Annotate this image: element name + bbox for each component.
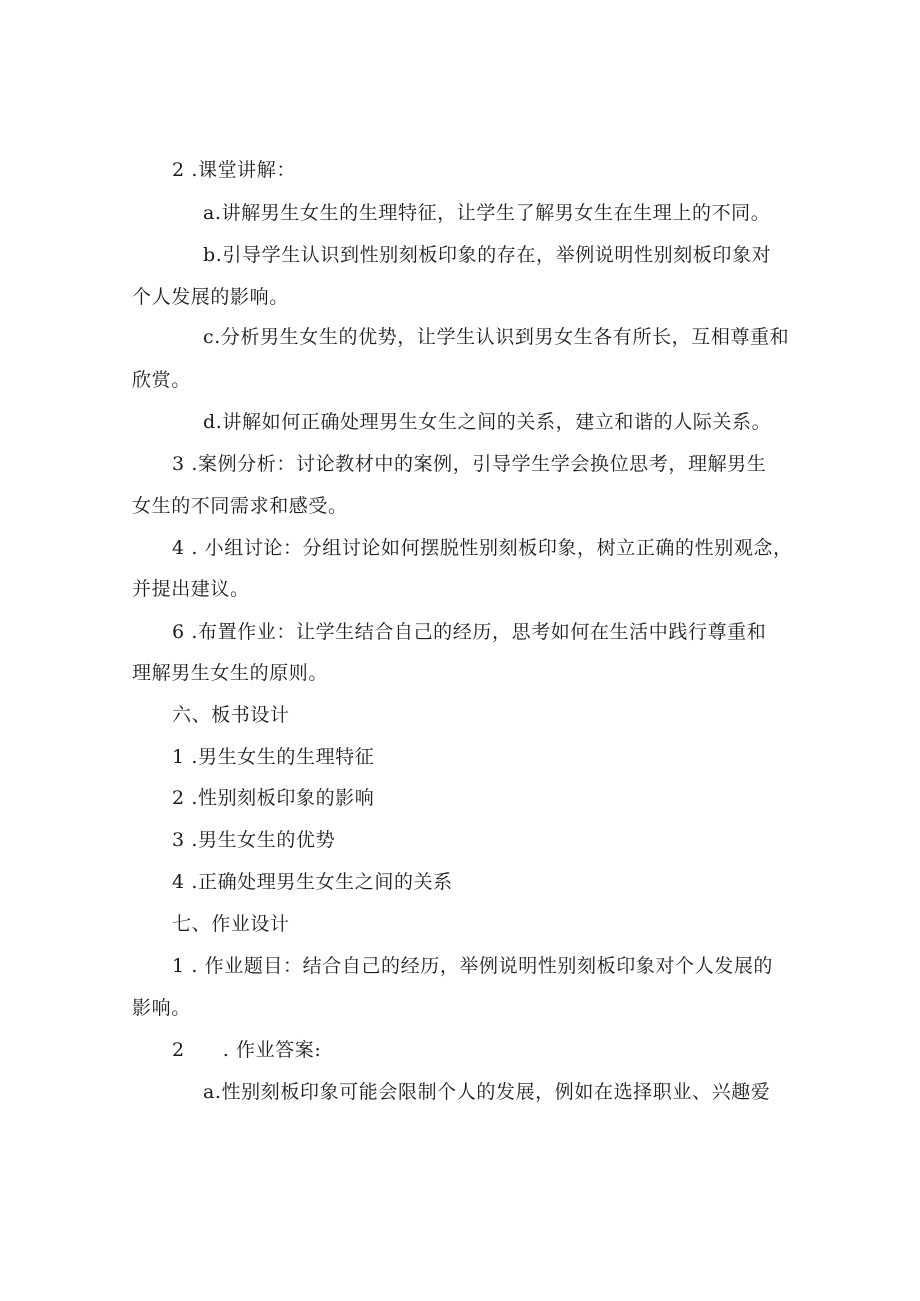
- item-number: 6: [172, 621, 185, 643]
- section-heading-blackboard-design: 六、板书设计: [172, 704, 290, 726]
- paragraph-line: a.讲解男生女生的生理特征，让学生了解男女生在生理上的不同。: [203, 202, 771, 224]
- list-item: [172, 1039, 321, 1061]
- paragraph-line: 个人发展的影响。: [132, 286, 289, 308]
- item-number: 4: [172, 871, 185, 893]
- list-item: [172, 955, 773, 977]
- item-text: .性别刻板印象的影响: [184, 787, 375, 809]
- list-item: [172, 871, 453, 893]
- paragraph-line: d.讲解如何正确处理男生女生之间的关系，建立和谐的人际关系。: [203, 411, 772, 433]
- item-text: .布置作业：让学生结合自己的经历，思考如何在生活中践行尊重和: [184, 621, 767, 643]
- list-item: [172, 829, 335, 851]
- section-item-classroom-lecture: [172, 159, 296, 181]
- list-item: [172, 746, 374, 768]
- paragraph-line: 理解男生女生的原则。: [132, 662, 329, 684]
- section-item-case-analysis: [172, 453, 766, 475]
- item-text: .正确处理男生女生之间的关系: [184, 871, 453, 893]
- paragraph-line: 并提出建议。: [132, 578, 250, 600]
- item-text: .案例分析：讨论教材中的案例，引导学生学会换位思考，理解男生: [184, 453, 767, 475]
- paragraph-line: b.引导学生认识到性别刻板印象的存在，举例说明性别刻板印象对: [203, 244, 772, 266]
- item-number: 2: [172, 159, 185, 181]
- item-text: . 小组讨论：分组讨论如何摆脱性别刻板印象，树立正确的性别观念，: [184, 537, 793, 559]
- item-text: . 作业题目：结合自己的经历，举例说明性别刻板印象对个人发展的: [184, 955, 774, 977]
- item-number: 2: [172, 787, 185, 809]
- paragraph-line: a.性别刻板印象可能会限制个人的发展，例如在选择职业、兴趣爱: [203, 1081, 771, 1103]
- item-text: .男生女生的生理特征: [184, 746, 375, 768]
- paragraph-line: 女生的不同需求和感受。: [132, 495, 348, 517]
- item-number: 2: [172, 1039, 185, 1061]
- paragraph-line: 欣赏。: [132, 369, 191, 391]
- list-item: [172, 787, 374, 809]
- item-text: .男生女生的优势: [184, 829, 336, 851]
- section-item-homework-assignment: [172, 621, 766, 643]
- item-number: 1: [172, 955, 185, 977]
- section-item-group-discussion: [172, 537, 793, 559]
- item-number: 3: [172, 829, 185, 851]
- paragraph-line: 影响。: [132, 997, 191, 1019]
- item-number: 3: [172, 453, 185, 475]
- item-number: 4: [172, 537, 185, 559]
- item-text: .课堂讲解：: [184, 159, 296, 181]
- item-text: . 作业答案:: [222, 1039, 322, 1061]
- item-number: 1: [172, 746, 185, 768]
- paragraph-line: c.分析男生女生的优势，让学生认识到男女生各有所长，互相尊重和: [203, 326, 790, 348]
- section-heading-homework-design: 七、作业设计: [172, 913, 290, 935]
